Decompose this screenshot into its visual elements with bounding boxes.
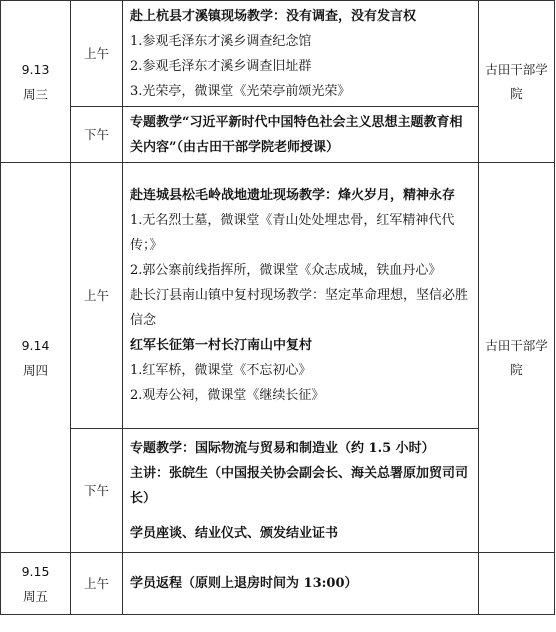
session-line: 2.观寿公祠，微课堂《继续长征》 <box>130 388 325 403</box>
session-line: 赴上杭县才溪镇现场教学：没有调查，没有发言权 <box>130 8 417 24</box>
session-line: 主讲：张皖生（中国报关协会副会长、海关总署原加贸司司长） <box>130 465 469 506</box>
weekday: 周三 <box>22 86 48 102</box>
session-content <box>123 107 479 163</box>
session-line: 2.参观毛泽东才溪乡调查旧址群 <box>130 58 312 74</box>
session-content <box>123 163 479 429</box>
period-cell: 上午 <box>71 163 123 429</box>
session-line: 赴连城县松毛岭战地遗址现场教学：烽火岁月，精神永存 <box>130 188 456 203</box>
table-row <box>1 163 555 429</box>
spacer <box>130 511 472 521</box>
weekday: 周四 <box>22 362 48 378</box>
session-line: 3.光荣亭，微课堂《光荣亭前颂光荣》 <box>130 83 351 99</box>
weekday: 周五 <box>22 588 48 604</box>
date-cell <box>1 1 71 163</box>
session-line: 1.无名烈士墓，微课堂《青山处处埋忠骨，红军精神代代传；》 <box>130 213 455 253</box>
period-cell: 上午 <box>71 1 123 107</box>
session-line: 2.郭公寨前线指挥所，微课堂《众志成城，铁血丹心》 <box>130 263 442 278</box>
table-row <box>1 1 555 107</box>
date-cell <box>1 553 71 615</box>
location-cell <box>479 553 555 615</box>
session-content <box>123 1 479 107</box>
date: 9.15 <box>21 563 50 579</box>
session-content <box>123 553 479 615</box>
period-cell: 上午 <box>71 553 123 615</box>
date: 9.14 <box>21 337 50 353</box>
location-cell: 古田干部学院 <box>479 1 555 163</box>
session-content <box>123 429 479 553</box>
session-line: 专题教学：国际物流与贸易和制造业（约 1.5 小时） <box>130 440 435 456</box>
session-line: 赴长汀县南山镇中复村现场教学：坚定革命理想，坚信必胜信念 <box>130 288 469 328</box>
session-line: 1.红军桥，微课堂《不忘初心》 <box>130 363 312 378</box>
location-cell: 古田干部学院 <box>479 163 555 553</box>
session-line: 学员返程（原则上退房时间为 13:00） <box>130 576 358 591</box>
table-row <box>1 553 555 615</box>
session-line: 学员座谈、结业仪式、颁发结业证书 <box>130 525 339 541</box>
session-line: 专题教学“习近平新时代中国特色社会主义思想主题教育相关内容”（由古田干部学院老师授课） <box>130 114 463 155</box>
date: 9.13 <box>21 61 50 77</box>
period-cell: 下午 <box>71 107 123 163</box>
table-row <box>1 429 555 553</box>
period-cell: 下午 <box>71 429 123 553</box>
session-line: 红军长征第一村长汀南山中复村 <box>130 338 313 353</box>
date-cell <box>1 163 71 553</box>
session-line: 1.参观毛泽东才溪乡调查纪念馆 <box>130 33 312 49</box>
table-row <box>1 107 555 163</box>
